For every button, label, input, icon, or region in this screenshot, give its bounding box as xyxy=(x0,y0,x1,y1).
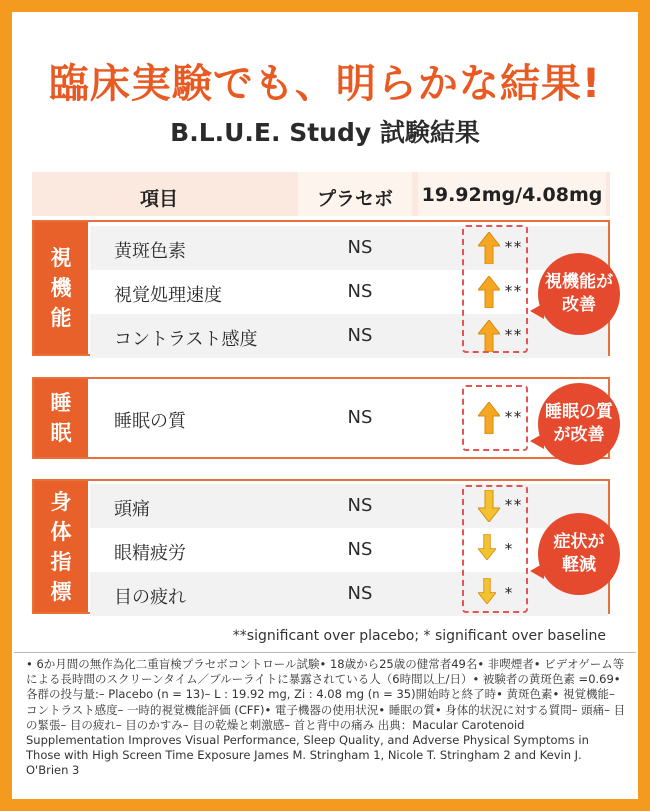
callout-text: 症状が xyxy=(553,532,605,552)
row-placebo-value: NS xyxy=(347,325,373,346)
significance-marker: ** xyxy=(504,408,523,426)
header-dose: 19.92mg/4.08mg xyxy=(421,184,603,206)
divider xyxy=(14,652,636,653)
headline: 臨床実験でも、明らかな結果! xyxy=(48,61,602,107)
callout-bubble xyxy=(538,513,620,595)
callout-tail xyxy=(530,433,544,449)
callout-text: 視機能が xyxy=(545,272,613,292)
group-label-char: 身 xyxy=(50,489,72,514)
group-label-char: 標 xyxy=(50,579,72,604)
group-label xyxy=(34,481,88,612)
group-label-char: 眠 xyxy=(50,421,72,445)
row-item-label: 眼精疲労 xyxy=(114,543,186,564)
row-placebo-value: NS xyxy=(347,407,373,428)
significance-marker: * xyxy=(504,540,514,558)
group-label-char: 機 xyxy=(50,276,72,300)
row-placebo-value: NS xyxy=(347,539,373,560)
group-label-char: 能 xyxy=(50,306,72,330)
group-label-char: 視 xyxy=(50,246,72,270)
group-label xyxy=(34,379,88,457)
row-item-label: 視覚処理速度 xyxy=(114,285,222,306)
table-row xyxy=(90,484,608,528)
table-row xyxy=(90,226,608,270)
row-placebo-value: NS xyxy=(347,237,373,258)
group-label-char: 睡 xyxy=(50,391,72,415)
significance-marker: ** xyxy=(504,282,523,300)
callout-text: 睡眠の質 xyxy=(545,402,613,422)
row-item-label: コントラスト感度 xyxy=(114,329,258,350)
callout-text: 改善 xyxy=(562,295,596,315)
significance-marker: ** xyxy=(504,496,523,514)
row-item-label: 頭痛 xyxy=(114,499,150,520)
footnote: • 6か月間の無作為化二重盲検プラセボコントロール試験• 18歳から25歳の健常者49名• 非喫煙者• ビデオゲーム等による長時間のスクリーンタイム／ブルーライトに暴露されている人（6時間以上/日）• 被験者の黄斑色素 =0.69• 各群の投与量:– Placebo (n = 13)– L : 19.92 mg, Zi : 4.08 mg (n = 35)開始時と終了時• 黄斑色素• 視覚機能– コントラスト感度– 一時的視覚機能評価 (CFF)• 電子機器の使用状況• 睡眠の質• 身体的状況に対する質問– 頭痛– 目の緊張– 目の疲れ– 目のかすみ– 目の乾燥と刺激感– 首と背中の痛み 出典：Macular Carotenoid Supplementation Improves Visual Performance, Sleep Quality, and Adverse Physical Symptoms in Those with High Screen Time Exposure James M. Stringham 1, Nicole T. Stringham 2 and Kevin J. O'Brien 3 xyxy=(26,657,626,778)
significance-note: **significant over placebo; * significant over baseline xyxy=(232,628,606,644)
row-item-label: 目の疲れ xyxy=(114,587,186,608)
callout-text: が改善 xyxy=(553,425,605,445)
result-highlight-box xyxy=(462,485,528,613)
header-placebo: プラセボ xyxy=(316,188,393,210)
group-label-char: 指 xyxy=(50,549,72,574)
group-label-char: 体 xyxy=(50,519,72,544)
result-highlight-box xyxy=(462,225,528,353)
callout-text: 軽減 xyxy=(562,555,596,575)
callout-bubble xyxy=(538,383,620,465)
header-item: 項目 xyxy=(140,188,179,210)
row-item-label: 黄斑色素 xyxy=(114,241,186,262)
significance-marker: ** xyxy=(504,326,523,344)
group-label xyxy=(34,222,88,354)
callout-tail xyxy=(530,303,544,319)
row-item-label: 睡眠の質 xyxy=(114,411,186,432)
significance-marker: * xyxy=(504,584,514,602)
row-placebo-value: NS xyxy=(347,281,373,302)
table-row xyxy=(90,314,608,358)
result-highlight-box xyxy=(462,385,528,451)
callout-bubble xyxy=(538,253,620,335)
significance-marker: ** xyxy=(504,238,523,256)
row-placebo-value: NS xyxy=(347,495,373,516)
subtitle: B.L.U.E. Study 試験結果 xyxy=(170,118,480,147)
callout-tail xyxy=(530,563,544,579)
row-placebo-value: NS xyxy=(347,583,373,604)
